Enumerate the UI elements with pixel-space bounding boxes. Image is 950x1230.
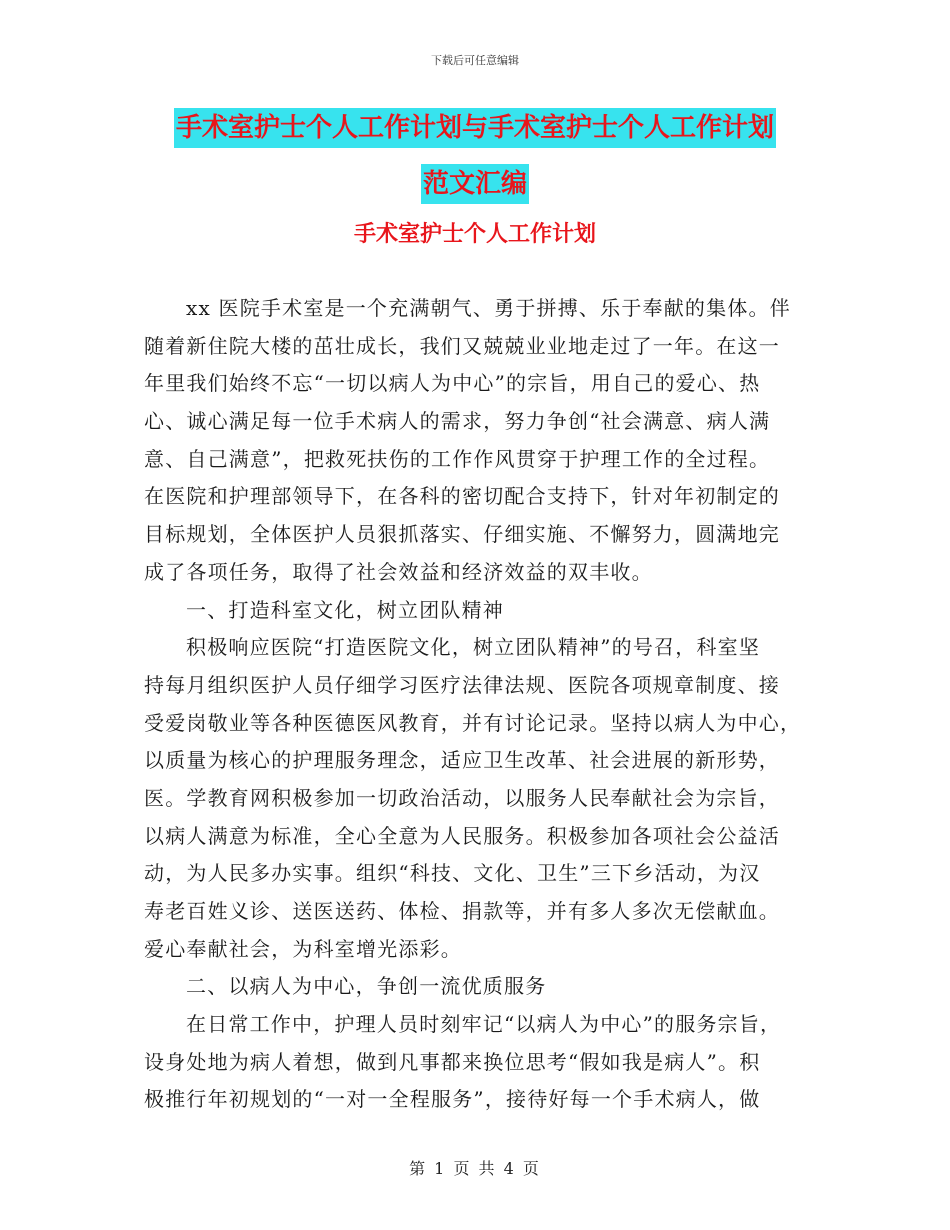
text-line: 设身处地为病人着想，做到凡事都来换位思考“假如我是病人”。积 [144, 1049, 761, 1074]
text-line: 积极响应医院“打造医院文化，树立团队精神”的号召，科室坚 [186, 635, 761, 660]
text-line: 极推行年初规划的“一对一全程服务”，接待好每一个手术病人，做 [144, 1087, 761, 1112]
text-line: 持每月组织医护人员仔细学习医疗法律法规、医院各项规章制度、接 [144, 672, 780, 697]
title-line-2: 范文汇编 [421, 164, 529, 204]
text-line: 成了各项任务，取得了社会效益和经济效益的双丰收。 [144, 559, 653, 584]
text-line: 动，为人民多办实事。组织“科技、文化、卫生”三下乡活动，为汉 [144, 861, 761, 886]
text-line: 医。学教育网积极参加一切政治活动，以服务人民奉献社会为宗旨， [144, 785, 780, 810]
text-line: 心、诚心满足每一位手术病人的需求，努力争创“社会满意、病人满 [144, 409, 771, 434]
text-line: 受爱岗敬业等各种医德医风教育，并有讨论记录。坚持以病人为中心， [144, 710, 802, 735]
text-line: 爱心奉献社会，为科室增光添彩。 [144, 936, 462, 961]
document-title [0, 108, 950, 204]
text-line: 以病人满意为标准，全心全意为人民服务。积极参加各项社会公益活 [144, 823, 780, 848]
body-text [144, 290, 804, 1119]
section-subtitle: 手术室护士个人工作计划 [353, 222, 596, 247]
text-line: 一、打造科室文化，树立团队精神 [186, 597, 504, 622]
text-line: 在医院和护理部领导下，在各科的密切配合支持下，针对年初制定的 [144, 484, 780, 509]
text-line: 目标规划，全体医护人员狠抓落实、仔细实施、不懈努力，圆满地完 [144, 522, 780, 547]
text-line: 在日常工作中，护理人员时刻牢记“以病人为中心”的服务宗旨， [186, 1012, 782, 1037]
text-line: 随着新住院大楼的茁壮成长，我们又兢兢业业地走过了一年。在这一 [144, 333, 780, 358]
text-line: 意、自己满意”，把救死扶伤的工作作风贯穿于护理工作的全过程。 [144, 446, 771, 471]
text-line: 以质量为核心的护理服务理念，适应卫生改革、社会进展的新形势， [144, 748, 780, 773]
text-line: 寿老百姓义诊、送医送药、体检、捐款等，并有多人多次无偿献血。 [144, 899, 780, 923]
text-line: 年里我们始终不忘“一切以病人为中心”的宗旨，用自己的爱心、热 [144, 371, 761, 396]
title-line-1: 手术室护士个人工作计划与手术室护士个人工作计划 [174, 108, 776, 148]
text-line: xx 医院手术室是一个充满朝气、勇于拼搏、乐于奉献的集体。伴 [186, 296, 791, 320]
page-header-note: 下载后可任意编辑 [431, 54, 519, 67]
text-line: 二、以病人为中心，争创一流优质服务 [186, 974, 547, 999]
page-footer: 第 1 页 共 4 页 [409, 1159, 541, 1178]
